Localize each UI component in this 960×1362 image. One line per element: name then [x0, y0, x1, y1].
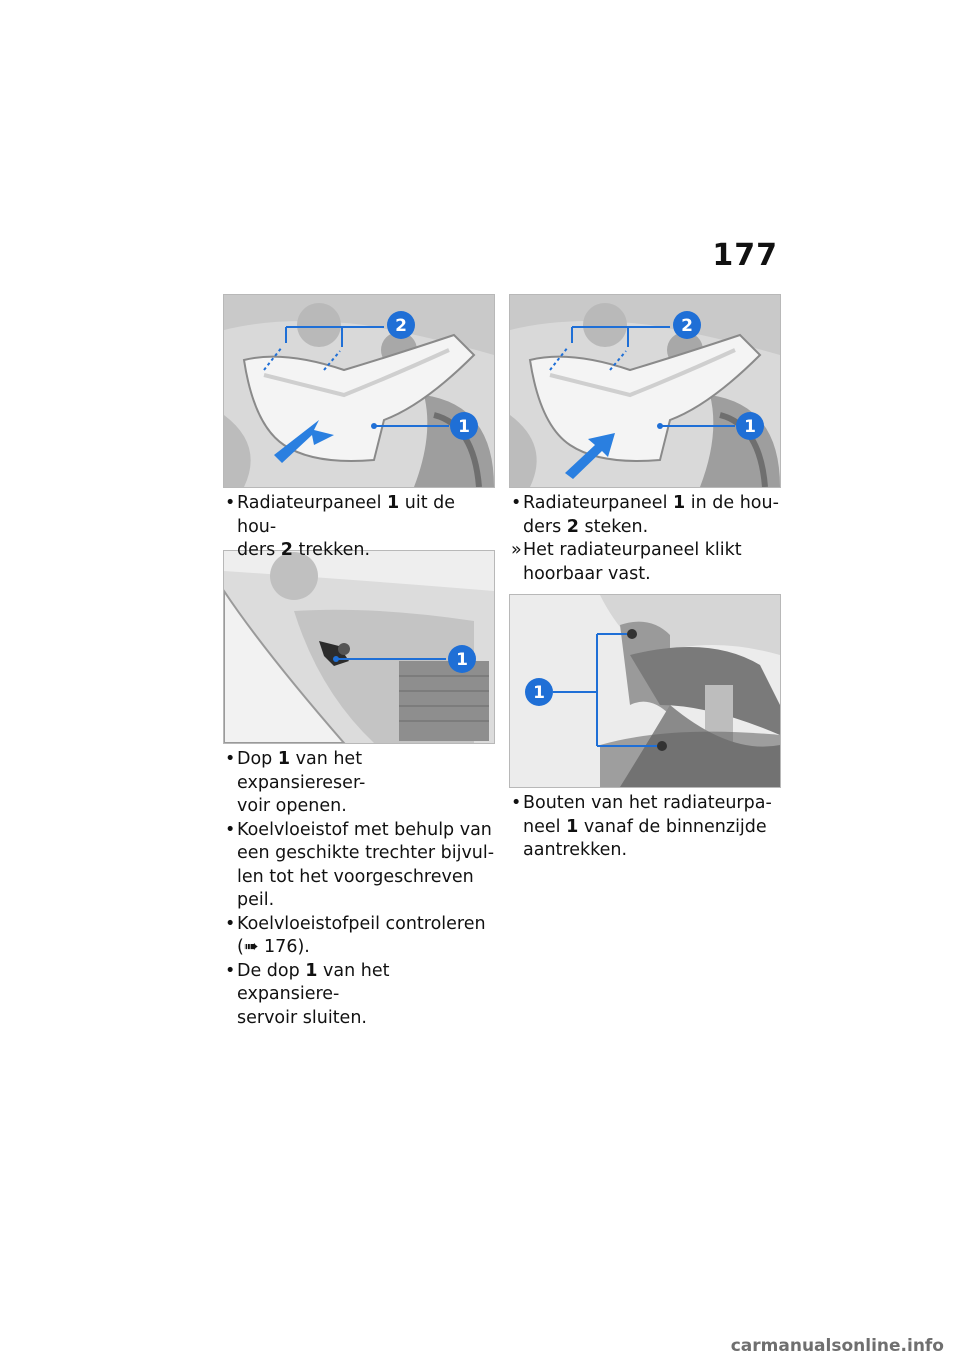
instruction-item — [225, 748, 495, 819]
instruction-item — [225, 492, 495, 563]
figure-panel-bolts-drawing — [510, 595, 780, 787]
instruction-text: Koelvloeistofpeil controleren (➠ 176). — [237, 913, 486, 957]
figure-panel-remove — [223, 294, 495, 488]
figure-panel-bolts — [509, 594, 781, 788]
instruction-text: van het expansiere- servoir sluiten. — [237, 960, 390, 1028]
instruction-text: De dop — [237, 960, 306, 981]
instruction-item — [511, 492, 781, 539]
result-text: Het radiateurpaneel klikt hoorbaar vast. — [523, 540, 742, 584]
instruction-text: Radiateurpaneel — [237, 493, 387, 513]
bullet: • — [225, 913, 236, 934]
instruction-item — [511, 792, 781, 863]
instruction-text: in de hou- ders — [523, 493, 779, 537]
callout-2: 2 — [395, 316, 407, 336]
instruction-text: trekken. — [292, 540, 371, 560]
instruction-number: 1 — [305, 960, 318, 981]
instruction-item — [225, 819, 495, 913]
left-text-block-2 — [225, 748, 495, 1030]
left-text-block-1 — [225, 492, 495, 563]
callout-1-cap: 1 — [456, 650, 468, 670]
instruction-number: 1 — [277, 749, 291, 769]
figure-panel-insert-drawing — [510, 295, 780, 487]
instruction-text: Dop — [237, 749, 278, 769]
figure-reservoir-cap-drawing — [224, 551, 494, 743]
bullet: • — [511, 493, 522, 513]
callout-1-insert: 1 — [744, 417, 756, 437]
figure-panel-insert — [509, 294, 781, 488]
right-text-block-2 — [511, 792, 781, 863]
instruction-text: uit de hou- ders — [237, 493, 456, 560]
instruction-text: Bouten van het radiateurpa- neel — [523, 793, 772, 837]
instruction-number: 1 — [566, 816, 579, 837]
footer-watermark: carmanualsonline.info — [730, 1336, 944, 1356]
instruction-number: 1 — [387, 493, 400, 513]
right-text-block-1 — [511, 492, 781, 586]
figure-panel-remove-drawing — [224, 295, 494, 487]
bullet: • — [511, 793, 522, 813]
bullet: • — [225, 819, 236, 840]
instruction-text: Koelvloeistof met behulp van een geschikte trechter bijvul- len tot het voorgeschreven peil. — [237, 819, 495, 910]
callout-1: 1 — [458, 417, 470, 437]
bullet: • — [225, 749, 236, 769]
instruction-number: 2 — [566, 516, 579, 537]
instruction-number: 2 — [280, 540, 293, 560]
instruction-number: 1 — [673, 493, 686, 513]
instruction-text: van het expansiereser- voir openen. — [237, 749, 366, 816]
instruction-item — [225, 913, 495, 960]
result-item — [511, 539, 781, 586]
bullet: • — [225, 493, 236, 513]
instruction-text: steken. — [578, 516, 649, 537]
callout-1-bolts: 1 — [533, 683, 545, 703]
instruction-text: Radiateurpaneel — [523, 493, 673, 513]
page-number: 177 — [712, 238, 778, 273]
instruction-text: vanaf de binnenzijde aantrekken. — [523, 816, 767, 860]
figure-reservoir-cap — [223, 550, 495, 744]
instruction-item — [225, 960, 495, 1031]
result-marker: » — [511, 540, 522, 560]
bullet: • — [225, 960, 236, 981]
callout-2-insert: 2 — [681, 316, 693, 336]
